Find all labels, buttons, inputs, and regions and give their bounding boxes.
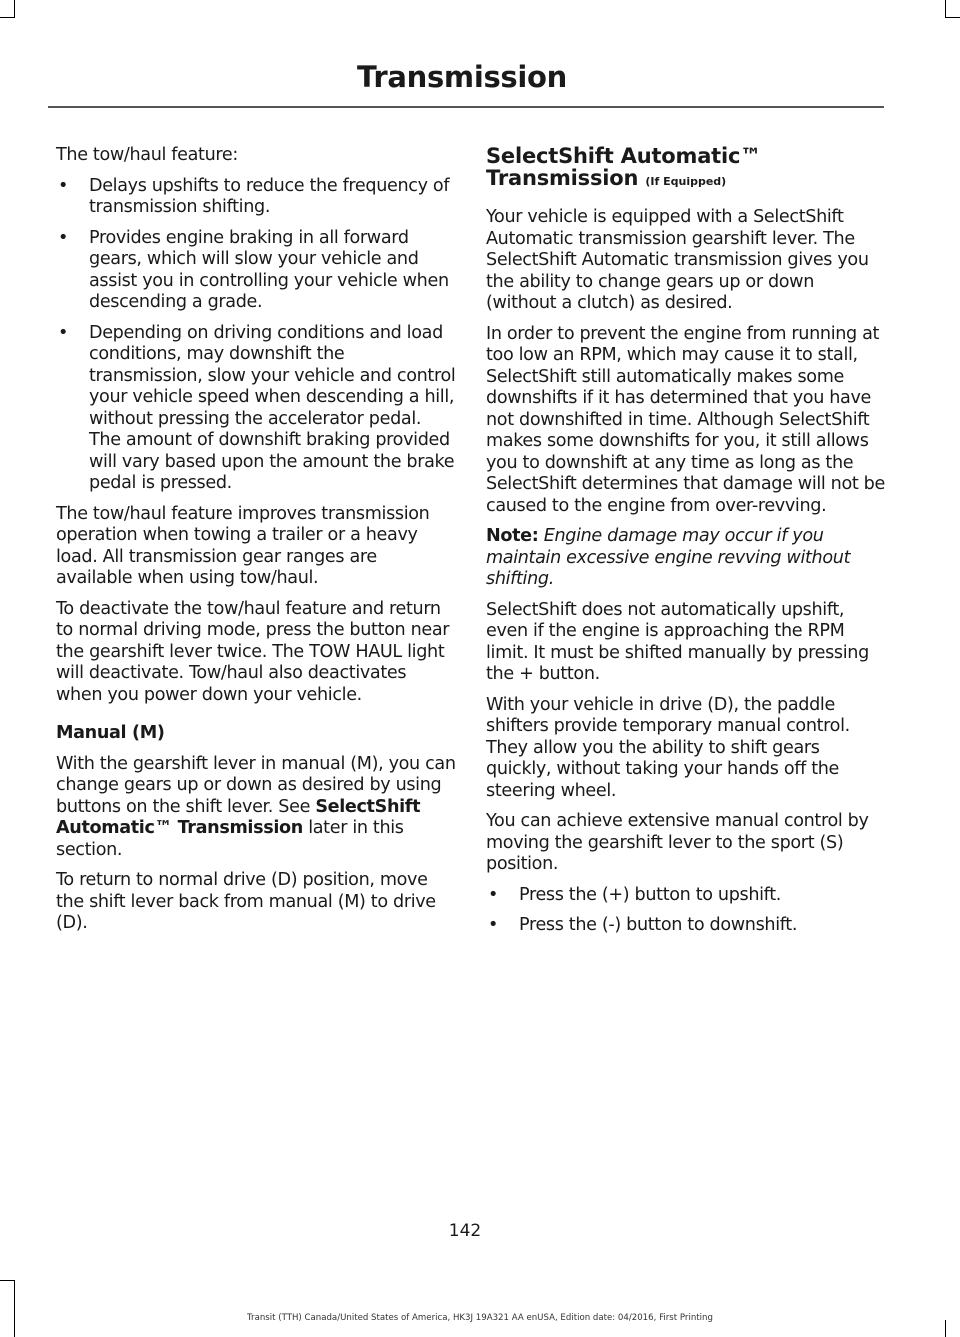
list-item: • Press the (+) button to upshift. (488, 884, 782, 905)
bullet-icon: • (58, 322, 69, 343)
crop-mark-bottom-left-h (0, 1280, 15, 1281)
selectshift-paragraph-3: SelectShift does not automatically upshift, even if the engine is approaching the RPM limit. It must be shifted manually by pressing the + button. (486, 599, 869, 684)
list-item: • Depending on driving conditions and load conditions, may downshift the transmission, slow your vehicle and control your vehicle speed when descending a hill, without pressing the accelerator pedal. The amount of downshift braking provided will vary based upon the amount the brake pedal is pressed. (58, 322, 456, 493)
selectshift-paragraph-5: You can achieve extensive manual control by moving the gearshift lever to the sport (S) position. (486, 811, 869, 874)
bullet-icon: • (58, 175, 69, 196)
selectshift-heading: SelectShift Automatic™ Transmission (If Equipped) (486, 144, 762, 190)
bullet-icon: • (58, 227, 69, 248)
selectshift-paragraph-4: With your vehicle in drive (D), the paddle shifters provide temporary manual control. They allow you the ability to shift gears quickly, without taking your hands off the steering wheel. (486, 694, 850, 801)
if-equipped-label: (If Equipped) (645, 175, 727, 188)
crop-mark-top-left-h (0, 17, 15, 18)
selectshift-paragraph-1: Your vehicle is equipped with a SelectShift Automatic transmission gearshift lever. The SelectShift Automatic transmission gives you the ability to change gears up or down (without a clutch) as desired. (486, 207, 869, 313)
shift-button-list (486, 885, 886, 937)
tow-haul-paragraph: The tow/haul feature improves transmission operation when towing a trailer or a heavy load. All transmission gear ranges are available when using tow/haul. (56, 503, 430, 588)
tow-haul-bullet-list (56, 176, 456, 495)
note-label: Note: (486, 526, 539, 546)
cross-reference-link[interactable]: SelectShift Automatic™ Transmission (56, 796, 421, 838)
note-text: Engine damage may occur if you maintain excessive engine revving without shifting. (486, 526, 851, 589)
bullet-icon: • (488, 915, 499, 935)
page-number: 142 (448, 1221, 482, 1241)
right-column (486, 145, 886, 946)
crop-mark-top-right-v (945, 0, 946, 18)
deactivate-paragraph: To deactivate the tow/haul feature and return to normal driving mode, press the button near the gearshift lever twice. The TOW HAUL light will deactivate. Tow/haul also deactivates when you power down your vehicle. (56, 598, 450, 705)
crop-mark-top-left-v (14, 0, 15, 18)
left-column (56, 145, 456, 944)
crop-mark-top-right-h (945, 17, 960, 18)
title-divider (48, 106, 884, 108)
selectshift-paragraph-2: In order to prevent the engine from running at too low an RPM, which may cause it to stall, SelectShift still automatically makes some downshifts if it has determined that you have not downshifted in time. Although SelectShift makes some downshifts for you, it still allows you to downshift at any time as long as the SelectShift determines that damage will not be caused to the engine from over-revving. (486, 323, 885, 516)
footer-edition-info: Transit (TTH) Canada/United States of America, HK3J 19A321 AA enUSA, Edition date: 04/2016, First Printing (247, 1313, 713, 1323)
list-item: • Provides engine braking in all forward gears, which will slow your vehicle and assist you in controlling your vehicle when descending a grade. (58, 227, 449, 312)
page-title: Transmission (357, 60, 567, 94)
manual-heading: Manual (M) (56, 723, 165, 743)
crop-mark-bottom-left-v (14, 1280, 15, 1337)
tow-haul-intro: The tow/haul feature: (56, 145, 238, 165)
return-drive-paragraph: To return to normal drive (D) position, move the shift lever back from manual (M) to drive (D). (56, 870, 436, 933)
list-item: • Delays upshifts to reduce the frequency of transmission shifting. (58, 175, 450, 217)
manual-paragraph: With the gearshift lever in manual (M), you can change gears up or down as desired by using buttons on the shift lever. See SelectShift Automatic™ Transmission later in this section. (56, 753, 456, 860)
bullet-icon: • (488, 884, 499, 905)
list-item: • Press the (-) button to downshift. (488, 915, 798, 935)
note (486, 526, 886, 591)
